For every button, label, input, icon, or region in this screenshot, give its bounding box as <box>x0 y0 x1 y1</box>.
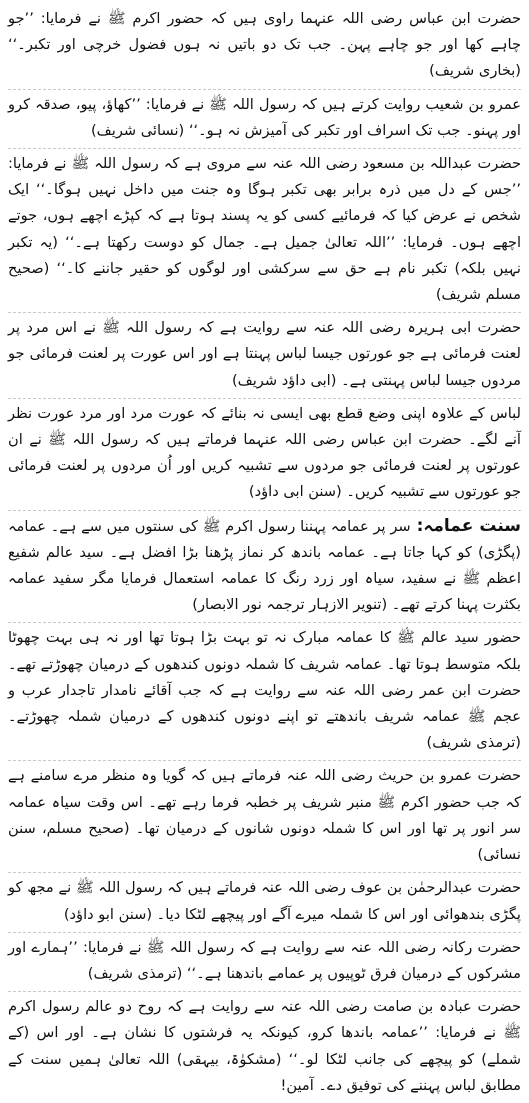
paragraph-rukanah: حضرت رکانہ رضی اللہ عنہ سے روایت ہے کہ رسول اللہ ﷺ نے فرمایا: ’’ہمارے اور مشرکوں کے درمیان فرق ٹوپیوں پر عمامے باندھنا ہے۔‘‘ (ترمذی شریف) <box>8 935 521 992</box>
paragraph-amr-bin-shuaib: عمرو بن شعیب روایت کرتے ہیں کہ رسول اللہ ﷺ نے فرمایا: ’’کھاؤ، پیو، صدقہ کرو اور پہنو۔ جب تک اسراف اور تکبر کی آمیزش نہ ہو۔‘‘ (نسائی شریف) <box>8 92 521 149</box>
section-turban <box>8 513 521 624</box>
section-heading-turban: سنت عمامہ: <box>416 515 521 536</box>
paragraph-turban-size: حضور سید عالم ﷺ کا عمامہ مبارک نہ تو بہت بڑا ہوتا تھا اور نہ ہی بہت چھوٹا بلکہ متوسط ہوتا تھا۔ عمامہ شریف کا شملہ دونوں کندھوں کے درمیان چھوڑتے تھے۔ حضرت ابن عمر رضی اللہ عنہ سے روایت ہے کہ جب آقائے نامدار تاجدار عرب و عجم ﷺ عمامہ شریف باندھتے تو اپنے دونوں کندھوں کے درمیان شملہ چھوڑتے۔ (ترمذی شریف) <box>8 625 521 761</box>
paragraph-imitation: لباس کے علاوہ اپنی وضع قطع بھی ایسی نہ بنائے کہ عورت مرد اور مرد عورت نظر آنے لگے۔ حضرت ابن عباس رضی اللہ عنہما فرماتے ہیں کہ رسول اللہ ﷺ نے ان عورتوں پر لعنت فرمائی جو مردوں سے تشبیہ کریں اور اُن مردوں پر لعنت فرمائی جو عورتوں سے تشبیہ کریں۔ (سنن ابی داؤد) <box>8 401 521 511</box>
section-turban-text: سر پر عمامہ پہننا رسول اکرم ﷺ کی سنتوں میں سے ہے۔ عمامہ (پگڑی) کو کہا جاتا ہے۔ عمامہ باندھ کر نماز پڑھنا بڑا افضل ہے۔ سید عالم شفیع اعظم ﷺ نے سفید، سیاہ اور زرد رنگ کا عمامہ استعمال فرمایا مگر سفید عمامہ بکثرت پہنا کرتے تھے۔ (تنویر الازہار ترجمہ نور الابصار) <box>8 517 521 614</box>
paragraph-ibn-abbas-eat-wear: حضرت ابن عباس رضی اللہ عنہما راوی ہیں کہ حضور اکرم ﷺ نے فرمایا: ’’جو چاہے کھا اور جو چاہے پہن۔ جب تک دو باتیں نہ ہوں فضول خرچی اور تکبر۔‘‘ (بخاری شریف) <box>8 6 521 90</box>
paragraph-amr-bin-hurais: حضرت عمرو بن حریث رضی اللہ عنہ فرماتے ہیں کہ گویا وہ منظر مرے سامنے ہے کہ جب حضور اکرم ﷺ منبر شریف پر خطبہ فرما رہے تھے۔ اس وقت سیاہ عمامہ سر انور پر تھا اور اس کا شملہ دونوں شانوں کے درمیان تھا۔ (صحیح مسلم، سنن نسائی) <box>8 763 521 873</box>
paragraph-abdurrahman-bin-auf: حضرت عبدالرحمٰن بن عوف رضی اللہ عنہ فرماتے ہیں کہ رسول اللہ ﷺ نے مجھ کو پگڑی بندھوائی اور اس کا شملہ میرے آگے اور پیچھے لٹکا دیا۔ (سنن ابو داؤد) <box>8 875 521 932</box>
paragraph-ibn-masood-pride: حضرت عبداللہ بن مسعود رضی اللہ عنہ سے مروی ہے کہ رسول اللہ ﷺ نے فرمایا: ’’جس کے دل میں ذرہ برابر بھی تکبر ہوگا وہ جنت میں داخل نہیں ہوگا۔‘‘ ایک شخص نے عرض کیا کہ فرمائیے کسی کو یہ پسند ہوتا ہے کہ کپڑے اچھے ہوں، جوتے اچھے ہوں۔ فرمایا: ’’اللہ تعالیٰ جمیل ہے۔ جمال کو دوست رکھتا ہے۔‘‘ (یہ تکبر نہیں بلکہ) تکبر نام ہے حق سے سرکشی اور لوگوں کو حقیر جاننے کا۔‘‘ (صحیح مسلم شریف) <box>8 151 521 313</box>
paragraph-ubadah-closing: حضرت عبادہ بن صامت رضی اللہ عنہ سے روایت ہے کہ روح دو عالم رسول اکرم ﷺ نے فرمایا: ’’عمامہ باندھا کرو، کیونکہ یہ فرشتوں کا نشان ہے۔ اور اس (کے شملے) کو پیچھے کی جانب لٹکا لو۔‘‘ (مشکوٰۃ، بیہقی) اللہ تعالیٰ ہمیں سنت کے مطابق لباس پہننے کی توفیق دے۔ آمین! <box>8 998 521 1094</box>
paragraph-abu-hurairah-clothing: حضرت ابی ہریرہ رضی اللہ عنہ سے روایت ہے کہ رسول اللہ ﷺ نے اس مرد پر لعنت فرمائی ہے جو عورتوں جیسا لباس پہنتا ہے اور اس عورت پر لعنت فرمائی جو مردوں جیسا لباس پہنتی ہے۔ (ابی داؤد شریف) <box>8 315 521 399</box>
